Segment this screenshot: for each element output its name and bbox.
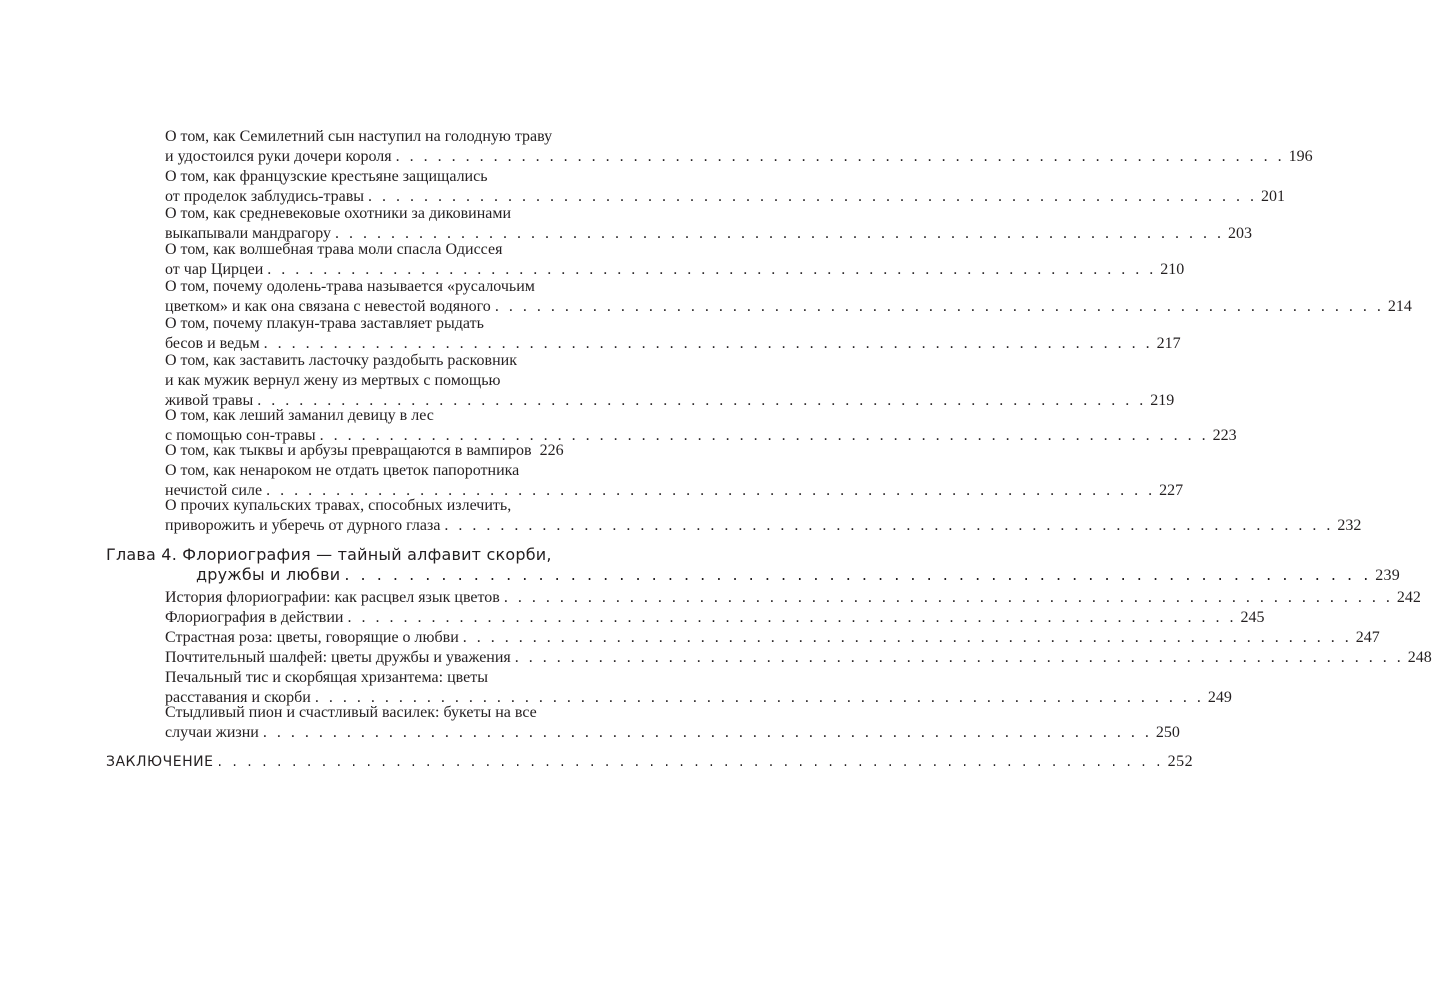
dot-leader: . . . . . . . . . . . . . . . . . . . . . . . . . . . . . . . . . . . . . . . . . . . . . . . . . . . . . . . . . . . . . . . . xyxy=(462,629,1352,646)
toc-entry-text: О том, как Семилетний сын наступил на голодную траву xyxy=(165,128,553,145)
toc-entry xyxy=(165,351,1175,411)
dot-leader: . . . . . . . . . . . . . . . . . . . . . . . . . . . . . . . . . . . . . . . . . . . . . . . . . . . . . . . . . . . . . . . . xyxy=(217,754,1164,770)
toc-entry xyxy=(165,277,1412,317)
toc-entry xyxy=(165,204,1253,244)
toc-entry-text: и удостоился руки дочери короля xyxy=(165,148,392,165)
toc-entry-text: расставания и скорби xyxy=(165,689,311,706)
page-number: 196 xyxy=(1288,148,1313,165)
conclusion-entry xyxy=(106,752,1194,772)
toc-entry-text: живой травы xyxy=(165,392,254,409)
dot-leader: . . . . . . . . . . . . . . . . . . . . . . . . . . . . . . . . . . . . . . . . . . . . . . . . . . . . . . . . . . . . . . . . xyxy=(335,225,1225,242)
toc-entry-text: от проделок заблудись-травы xyxy=(165,188,365,205)
dot-leader: . . . . . . . . . . . . . . . . . . . . . . . . . . . . . . . . . . . . . . . . . . . . . . . . . . . . . . . . . . . . . . . . xyxy=(395,148,1285,165)
toc-entry xyxy=(165,461,1184,501)
dot-leader: . . . . . . . . . . . . . . . . . . . . . . . . . . . . . . . . . . . . . . . . . . . . . . . . . . . . . . . . . . . . . . . . xyxy=(267,261,1157,278)
page-number: 227 xyxy=(1159,482,1184,499)
toc-entry-text: Печальный тис и скорбящая хризантема: цветы xyxy=(165,669,488,686)
page-number: 219 xyxy=(1150,392,1175,409)
toc-entry-text: О том, как леший заманил девицу в лес xyxy=(165,407,434,424)
page-number: 250 xyxy=(1155,724,1180,741)
toc-entry xyxy=(165,628,1380,648)
toc-entry-text: О том, как средневековые охотники за диковинами xyxy=(165,205,512,222)
toc-entry-text: Почтительный шалфей: цветы дружбы и уважения xyxy=(165,649,511,666)
dot-leader: . . . . . . . . . . . . . . . . . . . . . . . . . . . . . . . . . . . . . . . . . . . . . . . . . . . . . . . . . . . . . . . . xyxy=(514,649,1404,666)
dot-leader: . . . . . . . . . . . . . . . . . . . . . . . . . . . . . . . . . . . . . . . . . . . . . . . . . . . . . . . . . . . . . . . . xyxy=(344,565,1372,584)
page-number: 223 xyxy=(1212,427,1237,444)
dot-leader: . . . . . . . . . . . . . . . . . . . . . . . . . . . . . . . . . . . . . . . . . . . . . . . . . . . . . . . . . . . . . . . . xyxy=(257,392,1147,409)
dot-leader: . . . . . . . . . . . . . . . . . . . . . . . . . . . . . . . . . . . . . . . . . . . . . . . . . . . . . . . . . . . . . . . . xyxy=(263,335,1153,352)
toc-entry-text: О том, как французские крестьяне защищались xyxy=(165,168,488,185)
toc-entry xyxy=(165,588,1421,608)
toc-entry xyxy=(165,127,1313,167)
toc-entry-text: цветком» и как она связана с невестой водяного xyxy=(165,298,491,315)
toc-entry-text: приворожить и уберечь от дурного глаза xyxy=(165,517,441,534)
toc-entry-text: Стыдливый пион и счастливый василек: букеты на все xyxy=(165,704,537,721)
toc-entry-text: О том, как ненароком не отдать цветок папоротника xyxy=(165,462,520,479)
dot-leader: . . . . . . . . . . . . . . . . . . . . . . . . . . . . . . . . . . . . . . . . . . . . . . . . . . . . . . . . . . . . . . . . xyxy=(262,724,1152,741)
page-number: 217 xyxy=(1156,335,1181,352)
dot-leader: . . . . . . . . . . . . . . . . . . . . . . . . . . . . . . . . . . . . . . . . . . . . . . . . . . . . . . . . . . . . . . . . xyxy=(444,517,1334,534)
page-number: 203 xyxy=(1228,225,1253,242)
chapter-title: дружбы и любви xyxy=(196,565,341,584)
dot-leader: . . . . . . . . . . . . . . . . . . . . . . . . . . . . . . . . . . . . . . . . . . . . . . . . . . . . . . . . . . . . . . . . xyxy=(266,482,1156,499)
toc-entry-text: выкапывали мандрагору xyxy=(165,225,332,242)
toc-entry-text: Флориография в действии xyxy=(165,609,344,626)
toc-entry xyxy=(165,314,1181,354)
chapter-title: Глава 4. Флориография — тайный алфавит скорби, xyxy=(106,545,552,564)
toc-entry-text: бесов и ведьм xyxy=(165,335,260,352)
dot-leader: . . . . . . . . . . . . . . . . . . . . . . . . . . . . . . . . . . . . . . . . . . . . . . . . . . . . . . . . . . . . . . . . xyxy=(314,689,1204,706)
toc-entry-text: нечистой силе xyxy=(165,482,263,499)
dot-leader: . . . . . . . . . . . . . . . . . . . . . . . . . . . . . . . . . . . . . . . . . . . . . . . . . . . . . . . . . . . . . . . . xyxy=(319,427,1209,444)
page-number: 248 xyxy=(1407,649,1432,666)
page-number: 201 xyxy=(1261,188,1286,205)
page-number: 210 xyxy=(1160,261,1185,278)
dot-leader: . . . . . . . . . . . . . . . . . . . . . . . . . . . . . . . . . . . . . . . . . . . . . . . . . . . . . . . . . . . . . . . . xyxy=(368,188,1258,205)
page-number: 232 xyxy=(1337,517,1362,534)
toc-entry xyxy=(165,608,1265,628)
toc-entry-text: О том, как заставить ласточку раздобыть расковник xyxy=(165,352,517,369)
toc-entry-text: Страстная роза: цветы, говорящие о любви xyxy=(165,629,459,646)
dot-leader: . . . . . . . . . . . . . . . . . . . . . . . . . . . . . . . . . . . . . . . . . . . . . . . . . . . . . . . . . . . . . . . . xyxy=(347,609,1237,626)
toc-entry-text: О том, почему плакун-трава заставляет рыдать xyxy=(165,315,484,332)
toc-entry xyxy=(165,406,1237,446)
toc-entry-text: О том, почему одолень-трава называется «русалочьим xyxy=(165,278,535,295)
page-number: 249 xyxy=(1207,689,1232,706)
page-number: 247 xyxy=(1355,629,1380,646)
toc-entry xyxy=(165,240,1185,280)
conclusion-title: ЗАКЛЮЧЕНИЕ xyxy=(106,754,214,770)
toc-entry xyxy=(165,648,1432,668)
page-number: 239 xyxy=(1375,567,1400,584)
toc-entry-text: с помощью сон-травы xyxy=(165,427,316,444)
toc-entry xyxy=(165,167,1286,207)
dot-leader: . . . . . . . . . . . . . . . . . . . . . . . . . . . . . . . . . . . . . . . . . . . . . . . . . . . . . . . . . . . . . . . . xyxy=(494,298,1384,315)
toc-entry-text: и как мужик вернул жену из мертвых с помощью xyxy=(165,372,501,389)
toc-entry-text: от чар Цирцеи xyxy=(165,261,264,278)
toc-entry-text: О том, как тыквы и арбузы превращаются в вампиров xyxy=(165,442,532,459)
page-number: 214 xyxy=(1387,298,1412,315)
toc-entry-text: О том, как волшебная трава моли спасла Одиссея xyxy=(165,241,503,258)
toc-entry-text: История флориографии: как расцвел язык цветов xyxy=(165,589,500,606)
toc-entry xyxy=(165,441,564,461)
toc-entry xyxy=(165,496,1362,536)
page-number: 226 xyxy=(539,442,564,459)
page-number: 245 xyxy=(1240,609,1265,626)
toc-entry-text: случаи жизни xyxy=(165,724,259,741)
page-number: 252 xyxy=(1167,753,1194,770)
toc-entry xyxy=(165,668,1232,708)
toc-entry-text: О прочих купальских травах, способных излечить, xyxy=(165,497,512,514)
page-number: 242 xyxy=(1396,589,1421,606)
dot-leader: . . . . . . . . . . . . . . . . . . . . . . . . . . . . . . . . . . . . . . . . . . . . . . . . . . . . . . . . . . . . . . . . xyxy=(503,589,1393,606)
toc-entry xyxy=(165,703,1180,743)
chapter-heading xyxy=(106,545,1400,586)
